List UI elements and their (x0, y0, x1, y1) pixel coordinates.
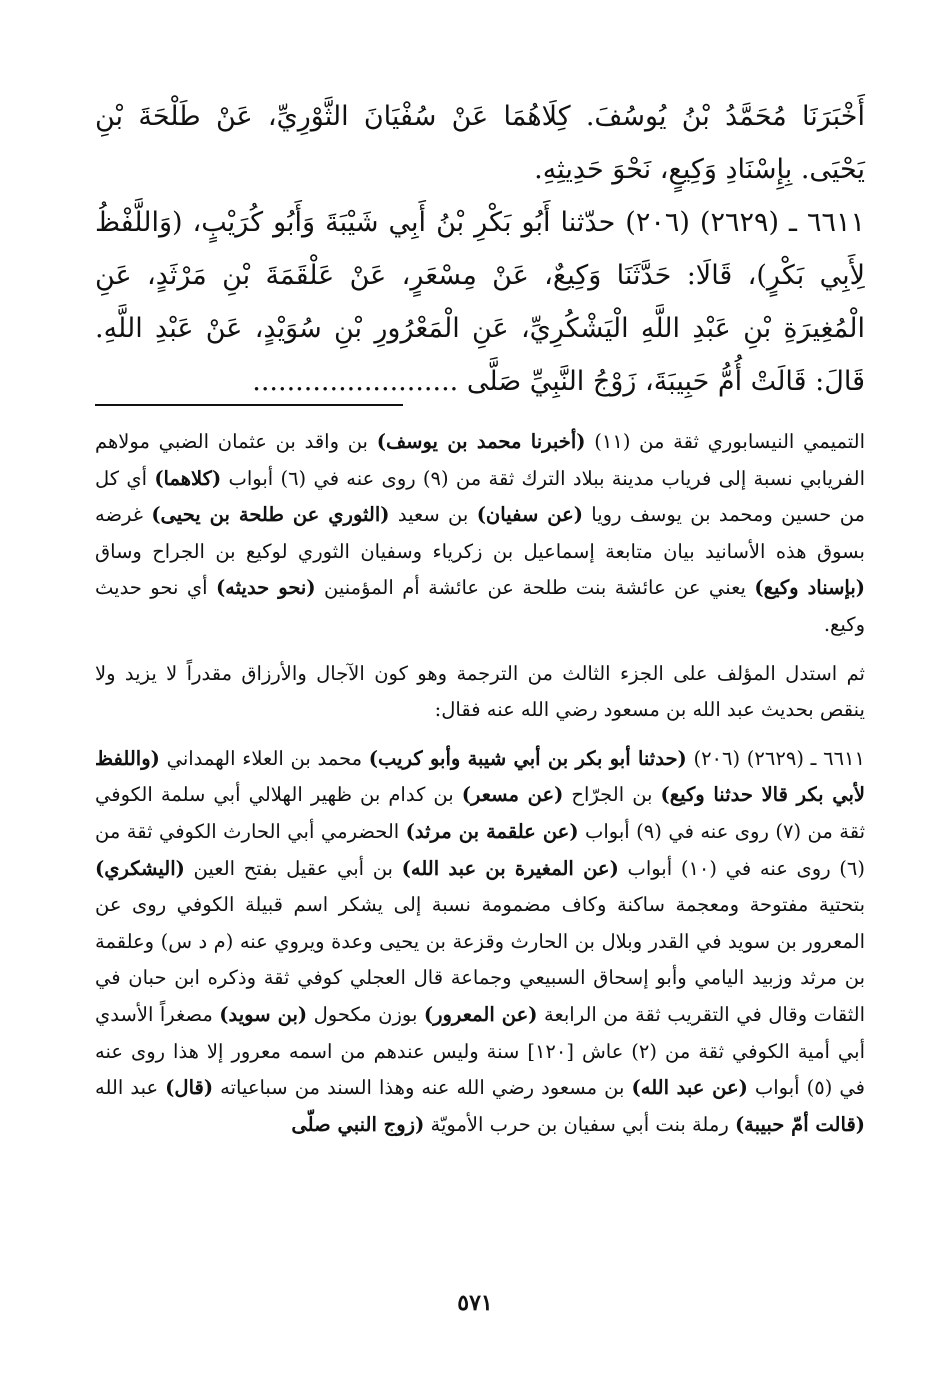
bold-quote: (عن مسعر) (461, 783, 564, 807)
bold-quote: (حدثنا أبو بكر بن أبي شيبة وأبو كريب) (368, 746, 687, 770)
bold-quote: (بن سويد) (219, 1002, 308, 1026)
bold-quote: (كلاهما) (154, 466, 222, 490)
bold-quote: (الثوري عن طلحة بن يحيى) (151, 503, 390, 527)
bold-quote: (نحو حديثه) (215, 576, 316, 600)
bold-quote: (عن سفيان) (476, 503, 583, 527)
commentary-run: أي نحو حديث وكيع. (95, 576, 865, 636)
commentary-run: ٦٦١١ ـ (٢٦٢٩) (٢٠٦) (686, 746, 865, 770)
commentary-run: ثم استدل المؤلف على الجزء الثالث من الترجمة وهو كون الآجال والأرزاق مقدراً لا يزيد ولا ينقص بحديث عبد الله بن مسعود رضي الله عنه فقال: (95, 661, 865, 722)
hadith-main-text (95, 90, 865, 408)
commentary-run: غرضه بسوق هذه الأسانيد بيان متابعة إسماعيل بن زكرياء وسفيان الثوري لوكيع بن الجراح وساق (95, 503, 865, 563)
commentary-run: بن أبي عقيل بفتح العين (184, 856, 402, 880)
commentary-run: التميمي النيسابوري ثقة من (١١) (585, 430, 865, 453)
bold-quote: (أخبرنا محمد بن يوسف) (376, 430, 586, 453)
commentary-run: أي كل من حسين ومحمد بن يوسف رويا (95, 466, 865, 527)
commentary-run: بن الجرّاح (563, 783, 661, 807)
page-number: ٥٧١ (457, 1290, 493, 1316)
commentary-run: رملة بنت أبي سفيان بن حرب الأمويّة (424, 1112, 735, 1136)
commentary-run: مصغراً الأسدي أبي أمية الكوفي ثقة من (٢) عاش [١٢٠] سنة وليس عندهم من اسمه معرور إلا هذا روى عنه في (٥) أبواب (95, 1002, 866, 1100)
commentary-run: عبد الله (95, 1076, 166, 1100)
bold-quote: (اليشكري) (95, 856, 185, 880)
commentary-paragraph-1 (95, 424, 865, 644)
bold-quote: (عن عبد الله) (631, 1076, 748, 1100)
commentary-paragraph-3 (95, 741, 865, 1144)
commentary-paragraph-2 (95, 656, 865, 729)
commentary-run: بن واقد بن عثمان الضبي مولاهم الفريابي نسبة إلى فرياب مدينة ببلاد الترك ثقة من (٩) روى عنه في (٦) أبواب (95, 430, 865, 490)
hadith-paragraph-2: ٦٦١١ ـ (٢٦٢٩) (٢٠٦) حدّثنا أَبُو بَكْرِ بْنُ أَبِي شَيْبَةَ وَأَبُو كُرَيْبٍ، (وَاللَّفْظُ لِأَبِي بَكْرٍ)، قَالَا: حَدَّثَنَا وَكِيعٌ، عَنْ مِسْعَرٍ، عَنْ عَلْقَمَةَ بْنِ مَرْثَدٍ، عَنِ الْمُغِيرَةِ بْنِ عَبْدِ اللَّهِ الْيَشْكُرِيِّ، عَنِ الْمَعْرُورِ بْنِ سُوَيْدٍ، عَنْ عَبْدِ اللَّهِ. قَالَ: قَالَتْ أُمُّ حَبِيبَةَ، زَوْجُ النَّبِيِّ صَلَّى ........................ (95, 207, 866, 397)
commentary-run: محمد بن العلاء الهمداني (159, 746, 369, 770)
bold-quote: (عن المعرور) (423, 1002, 538, 1026)
commentary-run: بن كدام بن ظهير الهلالي أبي سلمة الكوفي ثقة من (٧) روى عنه في (٩) أبواب (95, 783, 865, 843)
bold-quote: (واللفظ لأبي بكر قالا حدثنا وكيع) (95, 746, 866, 807)
bold-quote: (عن المغيرة بن عبد الله) (401, 856, 619, 880)
commentary-text (95, 424, 865, 1143)
bold-quote: (زوج النبي صلّى (291, 1112, 425, 1136)
commentary-run: بن سعيد (389, 503, 477, 527)
bold-quote: (عن علقمة بن مرثد) (405, 819, 579, 843)
commentary-run: يعني عن عائشة بنت طلحة عن عائشة أم المؤمنين (315, 576, 755, 600)
bold-quote: (بإسناد وكيع) (754, 576, 866, 600)
commentary-run: بتحتية مفتوحة ومعجمة ساكنة وكاف مضمومة نسبة إلى يشكر اسم قبيلة الكوفي روى عن المعرور بن سويد في القدر وبلال بن الحارث وقزعة بن يحيى وعدة ويروي عنه (م د س) وعلقمة بن مرثد وزبيد اليامي وأبو إسحاق السبيعي وجماعة قال العجلي كوفي ثقة وذكره ابن حبان في الثقات وقال في التقريب ثقة من الرابعة (95, 893, 865, 1026)
bold-quote: (قالت أمّ حبيبة) (734, 1112, 865, 1136)
commentary-run: بوزن مكحول (307, 1002, 424, 1026)
commentary-run: بن مسعود رضي الله عنه وهذا السند من سباعياته (213, 1076, 632, 1100)
bold-quote: (قال) (165, 1076, 214, 1100)
commentary-run: الحضرمي أبي الحارث الكوفي ثقة من (٦) روى عنه في (١٠) أبواب (95, 819, 865, 880)
footnote-divider (95, 404, 403, 406)
hadith-paragraph-1: أَخْبَرَنَا مُحَمَّدُ بْنُ يُوسُفَ. كِلَاهُمَا عَنْ سُفْيَانَ الثَّوْرِيِّ، عَنْ طَلْحَةَ بْنِ يَحْيَى. بِإِسْنَادِ وَكِيعٍ، نَحْوَ حَدِيثِهِ. (95, 101, 865, 185)
